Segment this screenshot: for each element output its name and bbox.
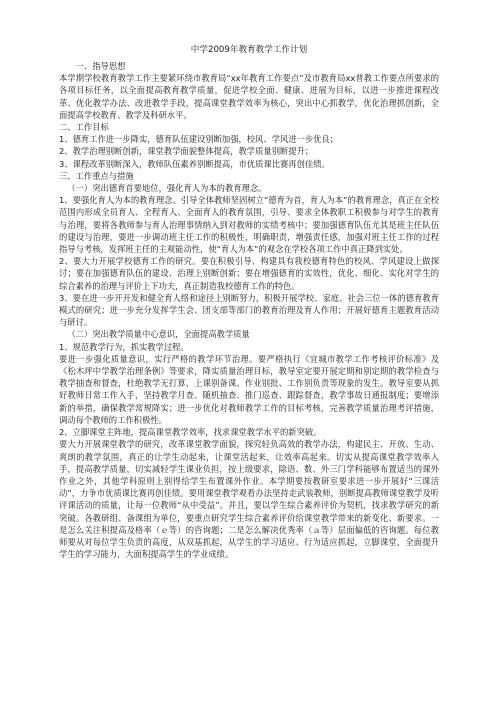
section-heading-guiding-ideology: 一、指导思想: [75, 61, 126, 71]
subheading-moral-education: （一）突出德育首要地位，强化育人为本的教育理念。: [67, 183, 267, 194]
paragraph-moral-1: 1、要强化育人为本的教育理念。引导全体教师坚固树立“德育为首，育人为本”的教育理念，真正在全校范围内形成全员育人、全程育人、全面育人的教育氛围，引导、要求全体教职工积极参与对学生的教育与治理，要将各教师参与育人治理事情纳入到对教师的实绩考核中；要加强德育队伍尤其是班主任队伍的建设与治理，要进一步调动班主任工作的积极性，明确职责，增强责任感，加强对班主任工作的过程指导与考核，发挥班主任的主观能动性，使“育人为本”的观念在学校各项工作中真正降到实处。: [59, 195, 439, 255]
goal-item-2: 2、教学治理别断创新，课堂教学面貌整体提高，教学质量别断提升；: [59, 146, 314, 157]
paragraph-guiding-ideology: 本学期学校教育教学工作主要紧环绕市教育局“xx年教育工作要点”及市教育局xx普教工作要点所要求的各项目标任务，以全面提高教育教学质量，促进学校全面、健康、进展为目标，以进一步推进课程改革、优化教学办法、改进教学手段，提高课堂教学效率为核心，突出中心抓教学，优化治理抓创新，全面提高学校教育、教学及科研水平。: [59, 73, 439, 120]
goal-item-3: 3、课程改革别断深入，教师队伍素养别断提高，市优质课比赛再创佳绩。: [59, 158, 330, 169]
paragraph-quality-1-body: 要进一步强化质量意识，实行严格的教学环节治理。要严格执行《宜城市教学工作考核评价标准》及《松木坪中学教学治理条例》等要求，降实质量治理目标，教导室定要开展定期和别定期的教学检查与教学抽查和督查，杜绝教学无打算、上课别备课、作业别批、工作别负责等现象的发生。教导室要从抓好教师日常工作入手，坚持教学月查、随机抽查、推门巡查、跟踪督查，教学事故日通报制度；要增添新的举措，确保教学常规降实；进一步优化对教师教学工作的目标考核，完善教学质量治理考评措施，调动每个教师的工作积极性。: [59, 353, 439, 425]
section-heading-work-goals: 二、工作目标: [59, 122, 109, 133]
section-heading-key-measures: 三、工作重点与措施: [59, 170, 134, 181]
document-title: 中学2009年教育教学工作计划: [190, 45, 308, 55]
paragraph-moral-2: 2、要大力开展学校德育工作的研究。要在积极引导、构建具有我校德育特色的校风、学风建设上做探讨；要在加强德育队伍的建设、治理上别断创新；要在增强德育的实效性，优化、细化、实化对学生的综合素养的治理与评价上下功夫，真正制造我校德育工作的特色。: [59, 256, 439, 291]
goal-item-1: 1、德育工作进一步降实，德育队伍建设别断加强，校风、学风进一步优良；: [59, 134, 339, 145]
document-body: [59, 44, 439, 560]
subheading-teaching-quality: （二）突出教学质量中心意识，全面提高教学质量: [67, 329, 250, 340]
paragraph-quality-2-body: 要大力开展课堂教学的研究，改革课堂教学面貌，探究轻负高效的教学办法，构建民主、开放、生动、爽朗的教学氛围，真正的让学生动起来，让课堂活起来，让效率高起来。切实从提高课堂教学效率入手，提高教学质量，切实减轻学生课业负担，按上级要求，除语、数、外三门学科能够布置适当的课外作业之外，其他学科原则上别得给学生布置课外作业。本学期要按教研室要求进一步开展好“三课活动”，力争市优质课比赛再创佳绩。要用课堂教学观看办法坚持走武装教师，别断提高教师课堂教学及听评课活动的质量，让每一位教师“从中受益”。并且，要以学生综合素养评价为契机，找求教学研究的新突破。各教研组、备课组为单位，要重点研究学生综合素养评价给课堂教学带来的新变化、新要求。一是怎么关注积提高及格率（ｅ等）的咨询题；二是怎么解决优秀率（ａ等）层面偏低的咨询题。每位教师要从对每位学生负责的高度，从双基抓起，从学生的学习适应、行为适应抓起，立脚课堂，全面提升学生的学习能力，大面积提高学生的学业成绩。: [59, 439, 439, 560]
paragraph-moral-3: 3、要在进一步开开发和健全育人络和途径上别断努力，积极开展学校、家庭、社会三位一体的德育教育模式的研究；进一步充分发挥学生会、团支部等部门的教育治理及育人作用；开展好德育主题教育活动与研讨。: [59, 292, 439, 328]
paragraph-quality-1-heading: 1、规范教学行为，抓实教学过程。: [59, 341, 189, 352]
paragraph-quality-2-heading: 2、立脚课堂主阵地，提高课堂教学效率，找求课堂教学水平的新突破。: [59, 427, 322, 438]
